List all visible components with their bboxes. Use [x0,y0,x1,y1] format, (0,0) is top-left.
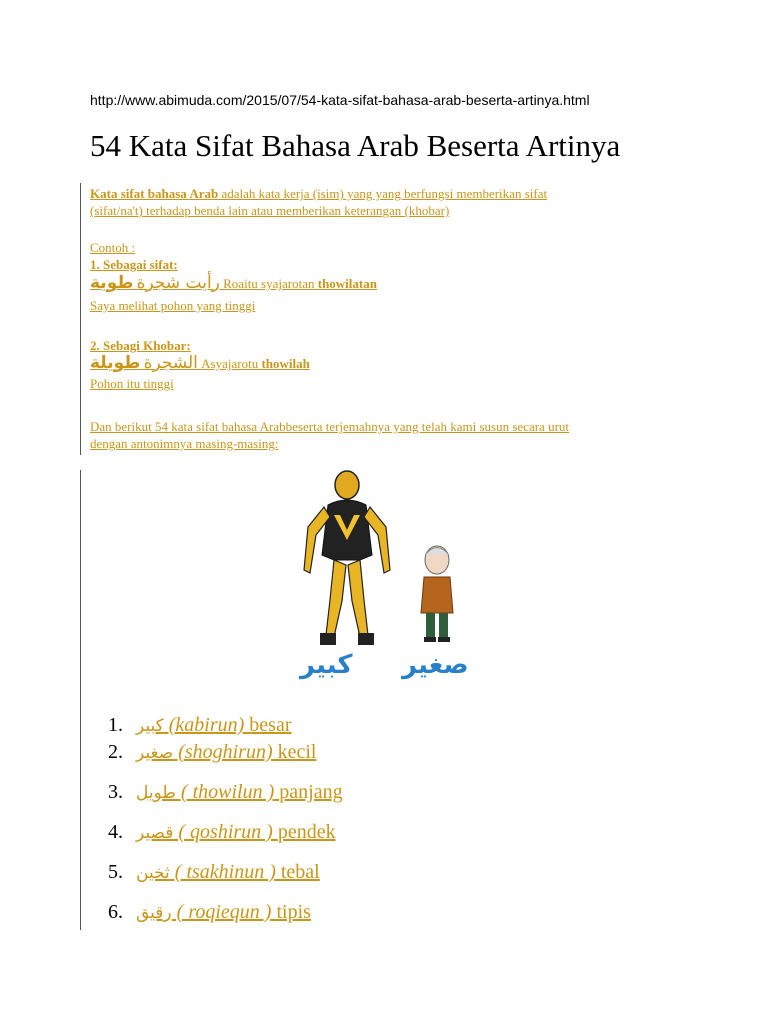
example-2-arabic-a: الشجرة [143,353,198,373]
item-number: 5. [108,861,123,883]
example-2-latin-a: Asyajarotu [197,356,262,371]
example-1-arabic-a: رأيت شجرة [136,273,220,293]
item-arabic: رقيق [136,903,172,923]
intro-text-1: adalah kata kerja (isim) yang yang berfungsi memberikan sifat [218,186,548,201]
item-latin: (kabirun) [163,714,250,736]
list-item[interactable] [108,781,343,804]
illustration [290,465,470,690]
margin-bar [80,183,81,455]
item-latin: ( thowilun ) [175,781,275,803]
example-2-meaning: Pohon itu tinggi [90,376,174,391]
item-latin: ( qoshirun ) [173,821,278,843]
big-hero-figure [304,471,390,645]
intro-paragraph[interactable] [90,185,670,219]
small-boy-figure [421,546,453,642]
list-item[interactable] [108,741,316,764]
item-number: 1. [108,714,123,736]
example-2-heading: 2. Sebagi Khobar: [90,338,191,353]
example-1-latin-a: Roaitu syajarotan [219,276,318,291]
item-meaning: panjang [274,781,343,803]
closing-paragraph[interactable] [90,418,670,452]
page-title: 54 Kata Sifat Bahasa Arab Beserta Artinya [90,128,621,163]
item-arabic: ثخين [136,863,170,883]
example-1-arabic-b: طوية [90,273,134,293]
closing-line-2: dengan antonimnya masing-masing: [90,436,279,451]
list-item[interactable] [108,714,291,737]
item-arabic: صغير [136,743,174,763]
closing-line-1: Dan berikut 54 kata sifat bahasa Arabbeserta terjemahnya yang telah kami susun secara urut [90,419,570,434]
list-item[interactable] [108,861,320,884]
intro-term: Kata sifat bahasa Arab [90,186,219,201]
item-arabic: قصير [136,823,174,843]
item-meaning: tebal [275,861,320,883]
contoh-label[interactable]: Contoh : [90,240,136,255]
example-2[interactable] [90,337,670,392]
list-item[interactable] [108,821,336,844]
item-marker [80,898,81,924]
item-number: 3. [108,781,123,803]
item-number: 4. [108,821,123,843]
caption-big: كبير [300,650,353,680]
list-item[interactable] [108,901,311,924]
example-1[interactable] [90,256,670,314]
item-marker [80,778,81,804]
example-2-arabic-b: طويلة [90,353,141,373]
example-1-meaning: Saya melihat pohon yang tinggi [90,298,256,313]
item-meaning: besar [249,714,292,736]
item-latin: ( roqiequn ) [171,901,272,923]
item-meaning: kecil [272,741,317,763]
item-latin: (shoghirun) [173,741,273,763]
item-arabic: طويل [136,783,176,803]
caption-small: صغير [402,650,469,680]
item-marker [80,858,81,884]
item-number: 2. [108,741,123,763]
intro-text-2: (sifat/na't) terhadap benda lain atau memberikan keterangan (khobar) [90,203,450,218]
source-url[interactable]: http://www.abimuda.com/2015/07/54-kata-sifat-bahasa-arab-beserta-artinya.html [90,92,590,108]
example-2-latin-b: thowilah [261,356,310,371]
item-meaning: tipis [271,901,311,923]
item-marker [80,818,81,844]
item-number: 6. [108,901,123,923]
item-latin: ( tsakhinun ) [169,861,276,883]
item-arabic: كبير [136,716,164,736]
example-1-latin-b: thowilatan [317,276,377,291]
item-meaning: pendek [277,821,336,843]
example-1-heading: 1. Sebagai sifat: [90,257,178,272]
